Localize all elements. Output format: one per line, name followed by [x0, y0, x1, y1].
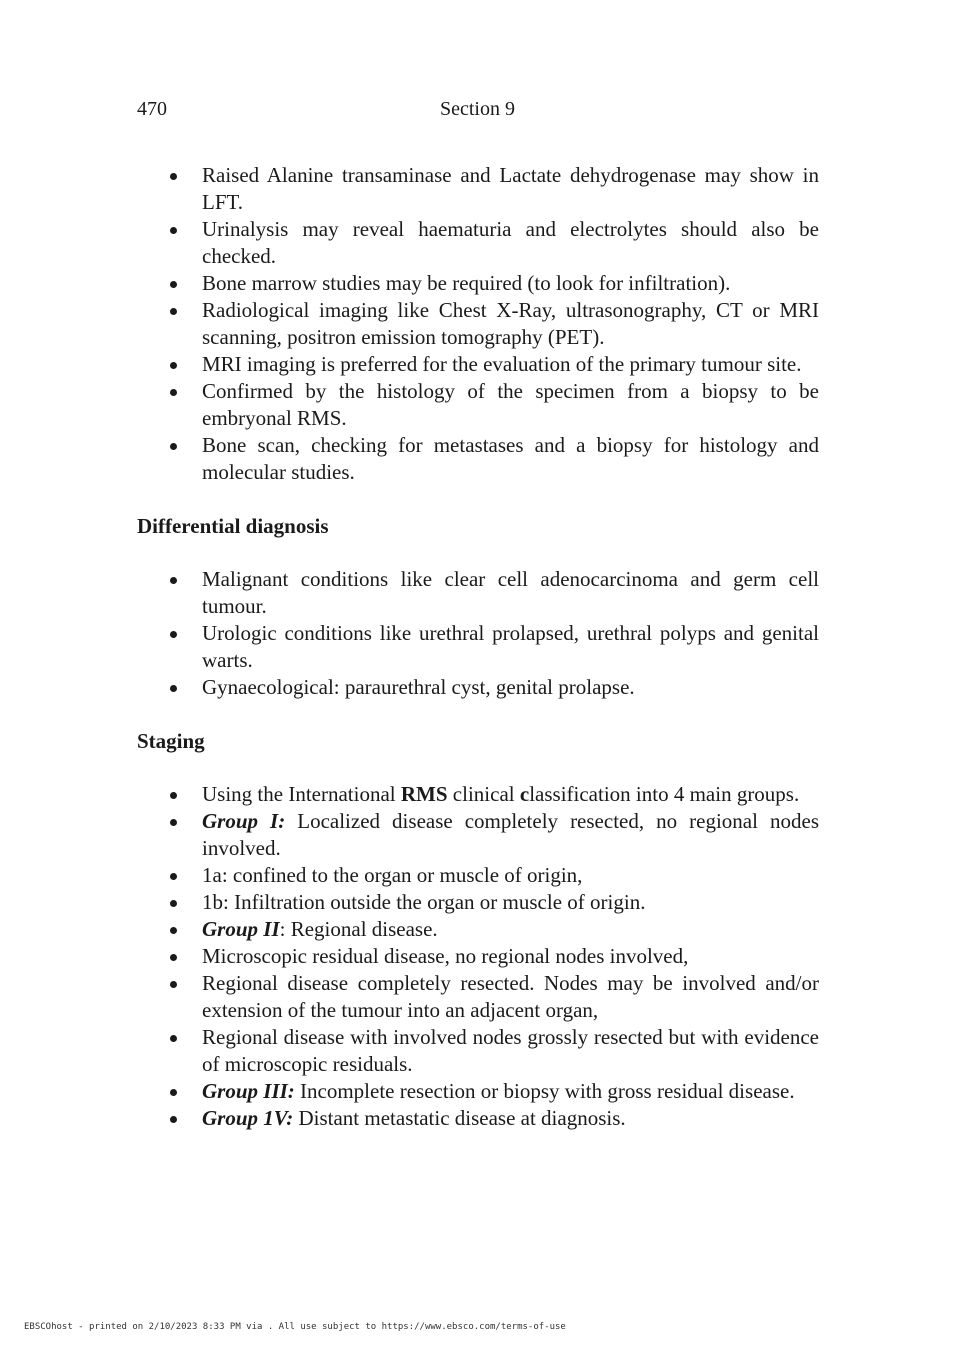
page-number: 470	[137, 98, 167, 120]
list-item: Group 1V: Distant metastatic disease at diagnosis.	[137, 1105, 819, 1132]
bullet-icon	[170, 631, 177, 638]
bullet-icon	[170, 1116, 177, 1123]
list-item: Using the International RMS clinical classification into 4 main groups.	[137, 781, 819, 808]
bullet-icon	[170, 873, 177, 880]
list-item: 1b: Infiltration outside the organ or muscle of origin.	[137, 889, 819, 916]
bullet-icon	[170, 308, 177, 315]
bullet-icon	[170, 281, 177, 288]
list-item: Raised Alanine transaminase and Lactate dehydrogenase may show in LFT.	[137, 162, 819, 216]
list-item: 1a: confined to the organ or muscle of origin,	[137, 862, 819, 889]
list-item: MRI imaging is preferred for the evaluation of the primary tumour site.	[137, 351, 819, 378]
bullet-icon	[170, 819, 177, 826]
staging-list	[137, 781, 819, 1132]
bullet-icon	[170, 389, 177, 396]
bullet-icon	[170, 685, 177, 692]
bullet-icon	[170, 173, 177, 180]
differential-list	[137, 566, 819, 701]
investigations-list	[137, 162, 819, 486]
list-item: Microscopic residual disease, no regional nodes involved,	[137, 943, 819, 970]
bullet-icon	[170, 443, 177, 450]
list-item: Confirmed by the histology of the specimen from a biopsy to be embryonal RMS.	[137, 378, 819, 432]
list-item: Group III: Incomplete resection or biopsy with gross residual disease.	[137, 1078, 819, 1105]
differential-diagnosis-heading: Differential diagnosis	[137, 514, 329, 538]
bullet-icon	[170, 900, 177, 907]
bullet-icon	[170, 927, 177, 934]
print-footer: EBSCOhost - printed on 2/10/2023 8:33 PM via . All use subject to https://www.ebsco.com/terms-of-use	[24, 1322, 566, 1332]
list-item: Gynaecological: paraurethral cyst, genital prolapse.	[137, 674, 819, 701]
list-item: Radiological imaging like Chest X-Ray, ultrasonography, CT or MRI scanning, positron emission tomography (PET).	[137, 297, 819, 351]
list-item: Malignant conditions like clear cell adenocarcinoma and germ cell tumour.	[137, 566, 819, 620]
page-body	[137, 162, 819, 1132]
staging-heading: Staging	[137, 729, 205, 753]
bullet-icon	[170, 227, 177, 234]
list-item: Urinalysis may reveal haematuria and electrolytes should also be checked.	[137, 216, 819, 270]
bullet-icon	[170, 792, 177, 799]
list-item: Group I: Localized disease completely resected, no regional nodes involved.	[137, 808, 819, 862]
list-item: Regional disease with involved nodes grossly resected but with evidence of microscopic residuals.	[137, 1024, 819, 1078]
list-item: Bone scan, checking for metastases and a biopsy for histology and molecular studies.	[137, 432, 819, 486]
list-item: Urologic conditions like urethral prolapsed, urethral polyps and genital warts.	[137, 620, 819, 674]
bullet-icon	[170, 577, 177, 584]
bullet-icon	[170, 1035, 177, 1042]
list-item: Group II: Regional disease.	[137, 916, 819, 943]
bullet-icon	[170, 981, 177, 988]
bullet-icon	[170, 1089, 177, 1096]
list-item: Bone marrow studies may be required (to look for infiltration).	[137, 270, 819, 297]
list-item: Regional disease completely resected. Nodes may be involved and/or extension of the tumour into an adjacent organ,	[137, 970, 819, 1024]
bullet-icon	[170, 362, 177, 369]
running-head: Section 9	[440, 98, 515, 120]
bullet-icon	[170, 954, 177, 961]
